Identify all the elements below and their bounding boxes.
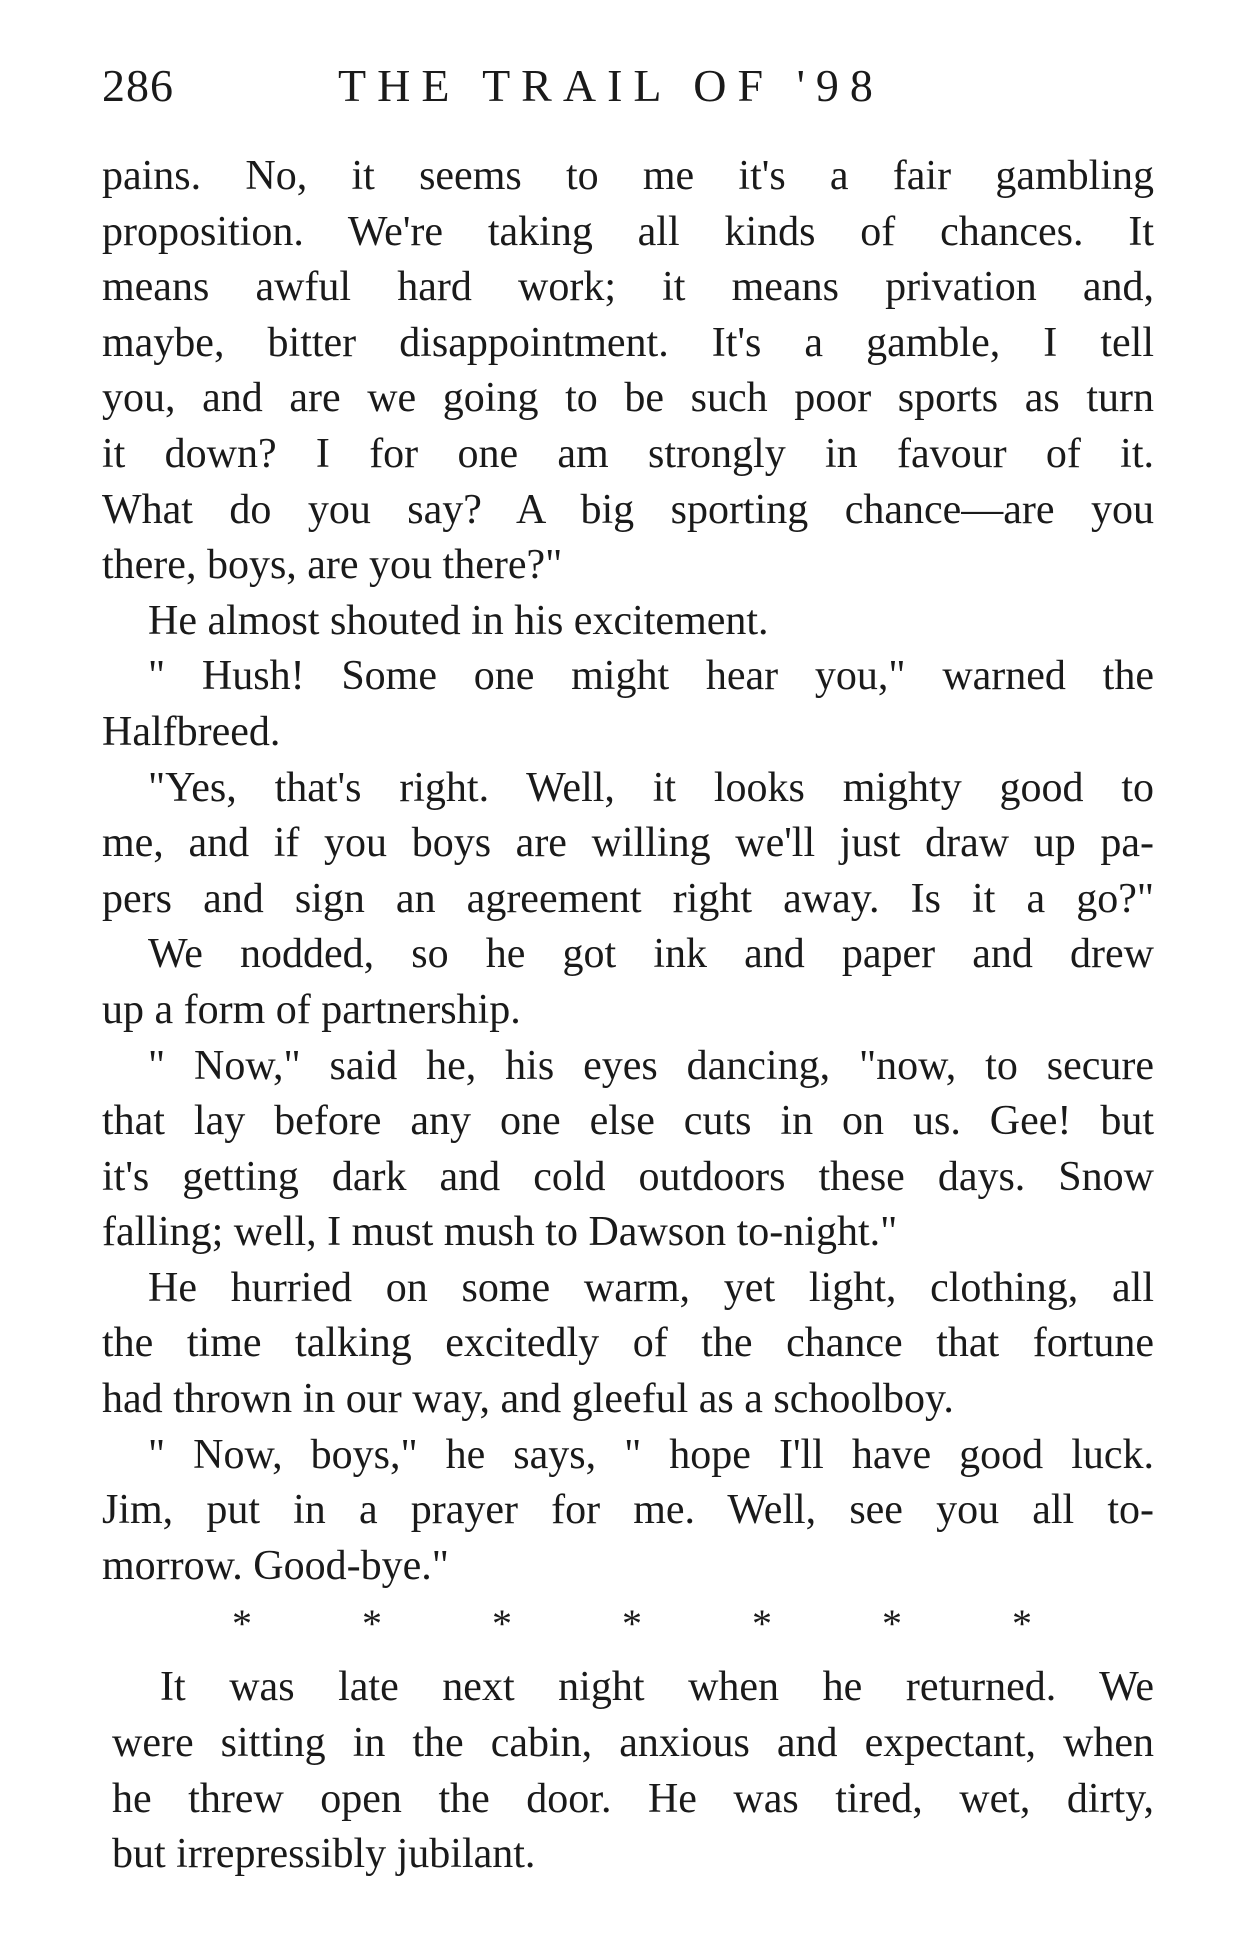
section-break	[232, 1594, 1032, 1654]
asterisk: *	[1012, 1601, 1032, 1647]
body-text	[102, 149, 1154, 1883]
text-line: means awful hard work; it means privation and,	[102, 264, 1154, 311]
asterisk: *	[492, 1601, 512, 1647]
text-line: were sitting in the cabin, anxious and expectant, when	[112, 1720, 1154, 1767]
text-line: had thrown in our way, and gleeful as a schoolboy.	[102, 1376, 954, 1423]
text-line: it's getting dark and cold outdoors these days. Snow	[102, 1153, 1154, 1200]
running-head	[102, 56, 1162, 116]
text-line: you, and are we going to be such poor sports as turn	[102, 375, 1154, 422]
text-line: morrow. Good-bye."	[102, 1542, 449, 1589]
text-line: me, and if you boys are willing we'll just draw up pa-	[102, 820, 1154, 867]
text-line: but irrepressibly jubilant.	[112, 1831, 536, 1878]
text-line: Halfbreed.	[102, 708, 281, 755]
text-line: proposition. We're taking all kinds of chances. It	[102, 208, 1154, 255]
paragraph-start-line: "Yes, that's right. Well, it looks mighty good to	[148, 764, 1154, 811]
text-line: pains. No, it seems to me it's a fair gambling	[102, 153, 1154, 199]
paragraph-start-line: He almost shouted in his excitement.	[148, 597, 769, 644]
text-line: there, boys, are you there?"	[102, 542, 563, 589]
asterisk: *	[752, 1601, 772, 1647]
asterisk: *	[362, 1601, 382, 1647]
text-line: that lay before any one else cuts in on us. Gee! but	[102, 1098, 1154, 1145]
running-title: THE TRAIL OF '98	[338, 60, 884, 111]
text-line: he threw open the door. He was tired, wet, dirty,	[112, 1775, 1154, 1822]
asterisk: *	[622, 1601, 642, 1647]
paragraph-start-line: He hurried on some warm, yet light, clothing, all	[148, 1264, 1154, 1311]
page-number: 286	[102, 60, 174, 111]
text-line: pers and sign an agreement right away. Is it a go?"	[102, 875, 1154, 922]
paragraph-start-line: We nodded, so he got ink and paper and drew	[148, 931, 1154, 978]
text-line: Jim, put in a prayer for me. Well, see you all to-	[102, 1487, 1154, 1534]
text-line: up a form of partnership.	[102, 986, 521, 1033]
text-line: the time talking excitedly of the chance that fortune	[102, 1320, 1154, 1367]
paragraph-start-line: It was late next night when he returned. We	[160, 1664, 1154, 1711]
text-line: falling; well, I must mush to Dawson to-night."	[102, 1209, 898, 1256]
asterisk: *	[232, 1601, 252, 1647]
text-line: it down? I for one am strongly in favour of it.	[102, 430, 1154, 477]
asterisk: *	[882, 1601, 902, 1647]
text-line: maybe, bitter disappointment. It's a gamble, I tell	[102, 319, 1154, 366]
paragraph-start-line: " Hush! Some one might hear you," warned the	[148, 653, 1154, 700]
closing-paragraph	[102, 1660, 1154, 1882]
text-line: What do you say? A big sporting chance—are you	[102, 486, 1154, 533]
paragraph-start-line: " Now," said he, his eyes dancing, "now, to secure	[148, 1042, 1154, 1089]
paragraph-start-line: " Now, boys," he says, " hope I'll have good luck.	[148, 1431, 1154, 1478]
